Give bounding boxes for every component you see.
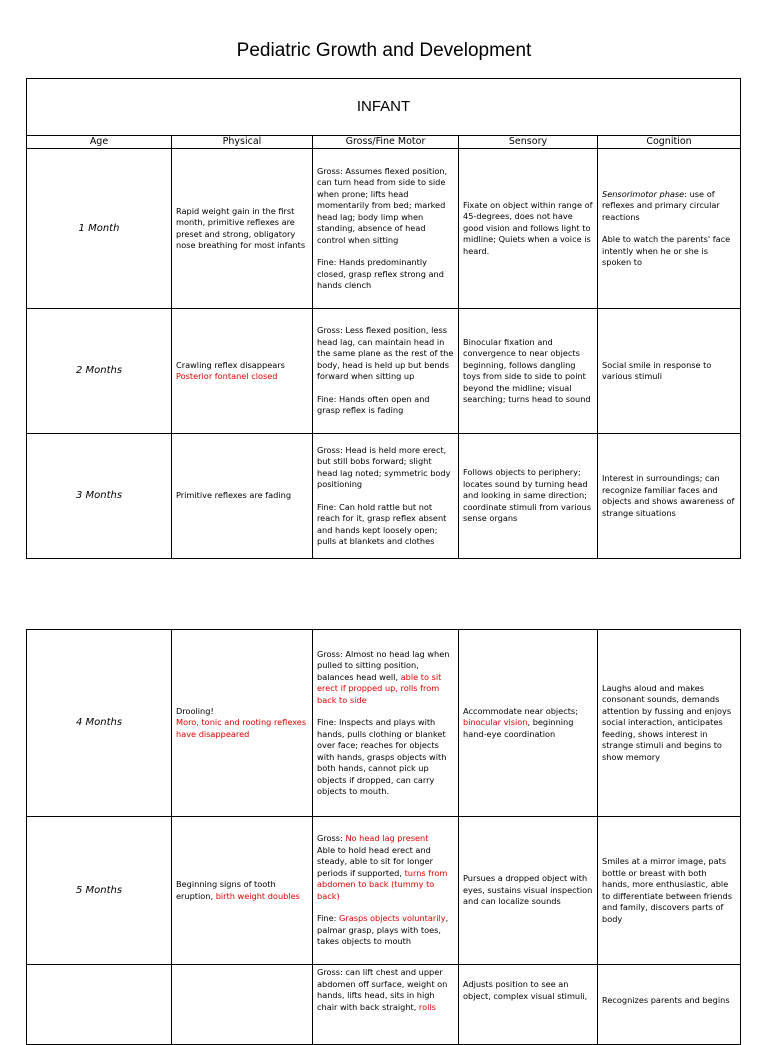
motor-cell: Gross: Less flexed position, less head lag, can maintain head in the same plane as the rest of the body, head is held up but bends forward when sitting up Fine: Hands often open and grasp reflex is fading: [313, 309, 459, 434]
table-row: [27, 965, 741, 1045]
motor-cell: Gross: can lift chest and upper abdomen off surface, weight on hands, lifts head, sits in high chair with back straight, rolls: [313, 965, 459, 1045]
motor-cell: Gross: No head lag present Able to hold head erect and steady, able to sit for longer periods if supported, turns from abdomen to back (tummy to back) Fine: Grasps objects voluntarily, palmar grasp, plays with toes, takes objects to mouth: [313, 817, 459, 965]
sensory-cell: Pursues a dropped object with eyes, sustains visual inspection and can localize sounds: [459, 817, 598, 965]
table-row: [27, 630, 741, 817]
col-sensory: Sensory: [459, 136, 598, 149]
physical-cell: [172, 965, 313, 1045]
col-age: Age: [27, 136, 172, 149]
age-cell: 4 Months: [27, 630, 172, 817]
physical-cell: Rapid weight gain in the first month, primitive reflexes are preset and strong, obligatory nose breathing for most infants: [172, 149, 313, 309]
table-row: [27, 434, 741, 559]
sensory-cell: Binocular fixation and convergence to near objects beginning, follows dangling toys from side to side to point beyond the midline; visual searching; turns head to sound: [459, 309, 598, 434]
cognition-cell: Laughs aloud and makes consonant sounds, demands attention by fussing and enjoys social interaction, anticipates feeding, shows interest in strange stimuli and begins to show memory: [598, 630, 741, 817]
motor-cell: Gross: Assumes flexed position, can turn head from side to side when prone; lifts head momentarily from bed; marked head lag; body limp when standing, absence of head control when sitting Fine: Hands predominantly closed, grasp reflex strong and hands clench: [313, 149, 459, 309]
development-table-2: [26, 629, 741, 1045]
column-header-row: [27, 136, 741, 149]
sensory-cell: Follows objects to periphery; locates sound by turning head and looking in same direction; coordinate stimuli from various sense organs: [459, 434, 598, 559]
page-title: Pediatric Growth and Development: [236, 40, 532, 61]
motor-cell: Gross: Almost no head lag when pulled to sitting position, balances head well, able to sit erect if propped up, rolls from back to side Fine: Inspects and plays with hands, pulls clothing or blanket over face; reaches for objects with hands, grasps objects with both hands, cannot pick up objects if dropped, can carry objects to mouth.: [313, 630, 459, 817]
age-cell: [27, 965, 172, 1045]
table-row: [27, 149, 741, 309]
motor-cell: Gross: Head is held more erect, but still bobs forward; slight head lag noted; symmetric body positioning Fine: Can hold rattle but not reach for it, grasp reflex absent and hands kept loosely open; pulls at blankets and clothes: [313, 434, 459, 559]
table-row: [27, 817, 741, 965]
col-physical: Physical: [172, 136, 313, 149]
cognition-cell: Smiles at a mirror image, pats bottle or breast with both hands, more enthusiastic, able to differentiate between friends and family, discovers parts of body: [598, 817, 741, 965]
age-cell: 1 Month: [27, 149, 172, 309]
physical-cell: Beginning signs of tooth eruption, birth weight doubles: [172, 817, 313, 965]
cognition-cell: Interest in surroundings; can recognize familiar faces and objects and shows awareness of strange situations: [598, 434, 741, 559]
table-row: [27, 309, 741, 434]
col-cognition: Cognition: [598, 136, 741, 149]
physical-cell: Drooling! Moro, tonic and rooting reflexes have disappeared: [172, 630, 313, 817]
development-table-1: [26, 78, 741, 559]
sensory-cell: Adjusts position to see an object, complex visual stimuli,: [459, 965, 598, 1045]
cognition-cell: Recognizes parents and begins: [598, 965, 741, 1045]
age-cell: 5 Months: [27, 817, 172, 965]
sensory-cell: Accommodate near objects; binocular vision, beginning hand-eye coordination: [459, 630, 598, 817]
physical-cell: Crawling reflex disappears Posterior fontanel closed: [172, 309, 313, 434]
sensory-cell: Fixate on object within range of 45-degrees, does not have good vision and follows light to midline; Quiets when a voice is heard.: [459, 149, 598, 309]
cognition-cell: Social smile in response to various stimuli: [598, 309, 741, 434]
col-motor: Gross/Fine Motor: [313, 136, 459, 149]
cognition-cell: Sensorimotor phase: use of reflexes and primary circular reactions Able to watch the parents' face intently when he or she is spoken to: [598, 149, 741, 309]
physical-cell: Primitive reflexes are fading: [172, 434, 313, 559]
section-heading: INFANT: [27, 79, 741, 136]
age-cell: 2 Months: [27, 309, 172, 434]
age-cell: 3 Months: [27, 434, 172, 559]
